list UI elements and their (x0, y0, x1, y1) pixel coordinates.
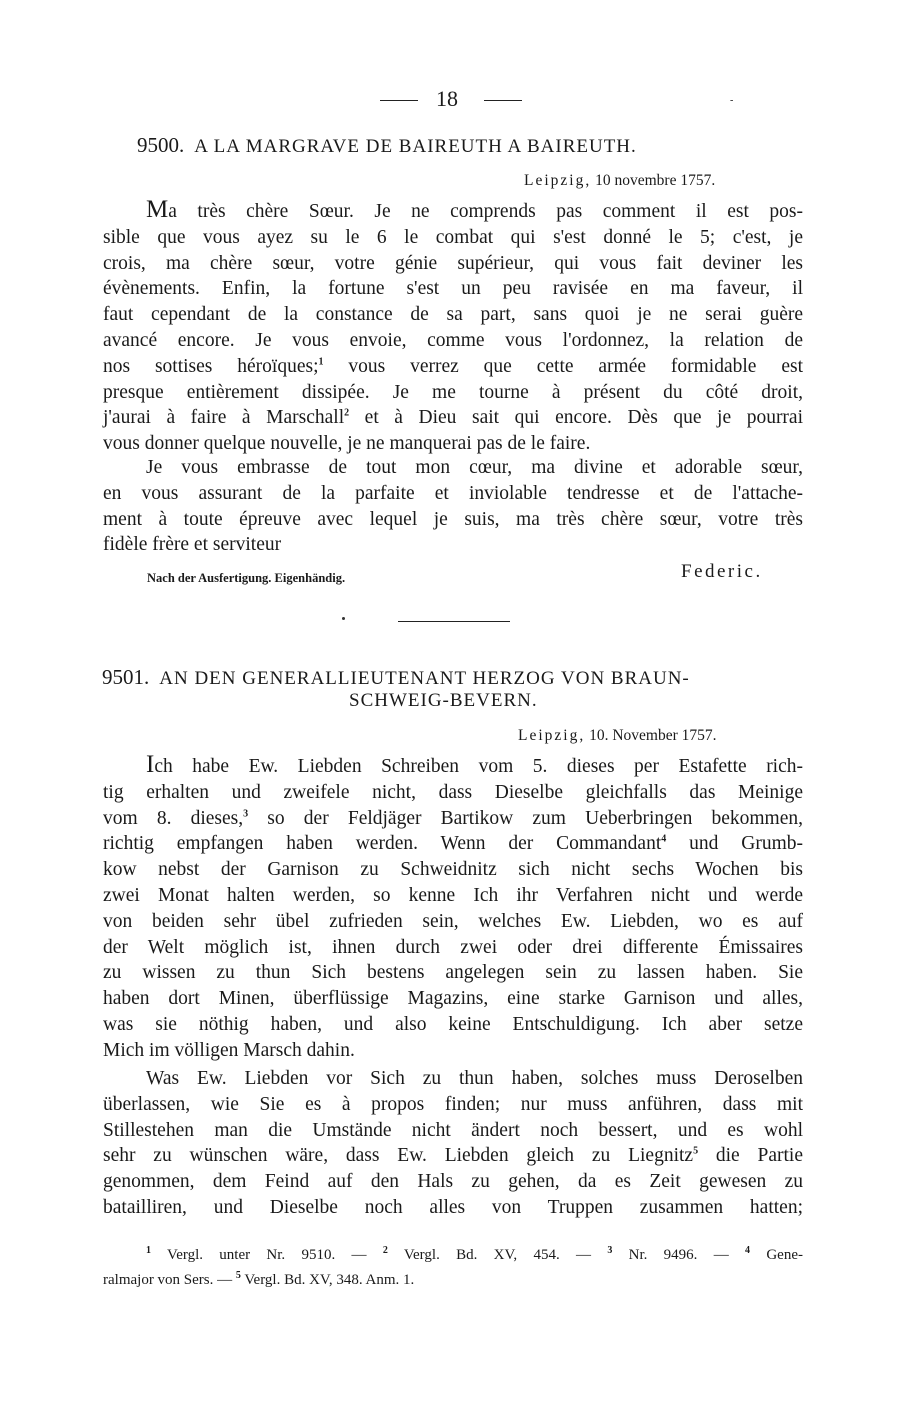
footnote-ref[interactable]: 2 (344, 407, 350, 419)
source-note: Nach der Ausfertigung. Eigenhändig. (147, 571, 346, 585)
text-line: Ma très chère Sœur. Je ne comprends pas comment il est pos- (146, 196, 803, 223)
text-line: Stillestehen man die Umstände nicht ändert noch bessert, und es wohl (103, 1119, 803, 1141)
text-line: ment à toute épreuve avec lequel je suis, ma très chère sœur, votre très (103, 508, 803, 530)
text-line: sible que vous ayez su le 6 le combat qui s'est donné le 5; c'est, je (103, 226, 803, 248)
text-line: zwei Monat halten werden, so kenne Ich ihr Verfahren nicht und werde (103, 884, 803, 906)
header-rule-left (380, 100, 418, 101)
text-line: crois, ma chère sœur, votre génie supérieur, qui vous fait deviner les (103, 252, 803, 274)
text-line: kow nebst der Garnison zu Schweidnitz sich nicht sechs Wochen bis (103, 859, 803, 881)
footnote-marker: 2 (382, 1245, 388, 1256)
text-line: überlassen, wie Sie es à propos finden; nur muss anführen, dass mit (103, 1093, 803, 1115)
date-text: 10 novembre 1757. (595, 172, 716, 189)
text-line: genommen, dem Feind auf den Hals zu gehen, da es Zeit gewesen zu (103, 1171, 803, 1193)
letter-paragraph (103, 1066, 803, 1221)
footnote-marker: 1 (146, 1245, 151, 1256)
text-line: was sie nöthig haben, und also keine Entschuldigung. Ich aber setze (103, 1013, 803, 1035)
footnotes (103, 1243, 803, 1293)
text-line: haben dort Minen, überflüssige Magazins, eine starke Garnison und alles, (103, 988, 803, 1010)
text-line: fidèle frère et serviteur (103, 534, 282, 556)
letter-title: AN DEN GENERALLIEUTENANT HERZOG VON BRAUN- (159, 668, 690, 689)
initial-letter: I (146, 751, 155, 778)
text-line: von beiden sehr übel zufrieden sein, welches Ew. Liebden, wo es auf (103, 910, 803, 932)
letter-heading (137, 133, 637, 158)
text-line: Je vous embrasse de tout mon cœur, ma divine et adorable sœur, (146, 457, 803, 478)
letter-dateline (524, 172, 715, 190)
initial-letter: M (146, 196, 169, 223)
text-line: en vous assurant de la parfaite et inviolable tendresse et de l'attache- (103, 482, 803, 504)
page-header (0, 86, 900, 114)
text-line: vom 8. dieses,$^3$ so der Feldjäger Bartikow zum Ueberbringen bekommen, (103, 807, 803, 829)
separator-dot (342, 617, 345, 620)
letter-number: 9501. (102, 665, 150, 689)
letter-paragraph (103, 455, 803, 558)
header-rule-right (484, 100, 522, 101)
footnote-ref[interactable]: 3 (243, 808, 249, 820)
date-place: Leipzig, (518, 727, 586, 744)
text-line: richtig empfangen haben werden. Wenn der Commandant$^4$ und Grumb- (103, 833, 803, 855)
text-line: nos sottises héroïques;$^1$ vous verrez que cette armée formidable est (103, 355, 803, 377)
footnote-marker: 5 (235, 1270, 241, 1281)
footnote-marker: 3 (607, 1245, 613, 1256)
text-line: avancé encore. Je vous envoie, comme vous l'ordonnez, la relation de (103, 329, 803, 351)
footnote-ref[interactable]: 1 (318, 356, 324, 368)
header-mark: - (730, 95, 734, 106)
text-line: j'aurai à faire à Marschall$^2$ et à Dieu sait qui encore. Dès que je pourrai (103, 407, 803, 429)
date-text: 10. November 1757. (589, 727, 717, 744)
letter-heading-continued: SCHWEIG-BEVERN. (349, 690, 538, 711)
text-line: Mich im völligen Marsch dahin. (103, 1039, 355, 1061)
footnote-ref[interactable]: 5 (693, 1145, 699, 1157)
text-line: presque entièrement dissipée. Je me tourne à présent du côté droit, (103, 381, 803, 403)
footnote-line: ralmajor von Sers. — $^5$ Vergl. Bd. XV, 348. Anm. 1. (103, 1270, 415, 1288)
text-line: tig erhalten und zweifele nicht, dass Dieselbe gleichfalls das Meinige (103, 781, 803, 803)
text-line: évènements. Enfin, la fortune s'est un peu ravisée en ma faveur, il (103, 278, 803, 300)
text-line: batailliren, und Dieselbe noch alles von Truppen zusammen hatten; (103, 1196, 803, 1218)
letter-title: A LA MARGRAVE DE BAIREUTH A BAIREUTH. (194, 136, 637, 157)
letter-number: 9500. (137, 133, 185, 157)
footnote-ref[interactable]: 4 (661, 833, 667, 845)
page-number: 18 (436, 86, 458, 111)
text-line: vous donner quelque nouvelle, je ne manquerai pas de le faire. (103, 433, 591, 455)
section-separator (398, 621, 510, 622)
signature: Federic. (681, 561, 763, 582)
text-line: Ich habe Ew. Liebden Schreiben vom 5. dieses per Estafette rich- (146, 751, 803, 778)
text-line: Was Ew. Liebden vor Sich zu thun haben, solches muss Deroselben (146, 1068, 803, 1089)
text-line: zu wissen zu thun Sich bestens angelegen sein zu lassen haben. Sie (103, 962, 803, 984)
letter-paragraph (103, 751, 803, 1064)
date-place: Leipzig, (524, 172, 592, 189)
footnote-marker: 4 (745, 1245, 751, 1256)
text-line: sehr zu wünschen wäre, dass Ew. Liebden gleich zu Liegnitz$^5$ die Partie (103, 1145, 803, 1167)
letter-heading (102, 665, 690, 690)
letter-paragraph (103, 196, 803, 457)
footnote-line: $^1$ Vergl. unter Nr. 9510. — $^2$ Vergl. Bd. XV, 454. — $^3$ Nr. 9496. — $^4$ Gene- (146, 1245, 803, 1263)
text-line: der Welt möglich ist, ihnen durch zwei oder drei differente Émissaires (103, 936, 803, 958)
letter-dateline (518, 727, 717, 745)
text-line: faut cependant de la constance de sa part, sans quoi je ne serai guère (103, 304, 803, 326)
